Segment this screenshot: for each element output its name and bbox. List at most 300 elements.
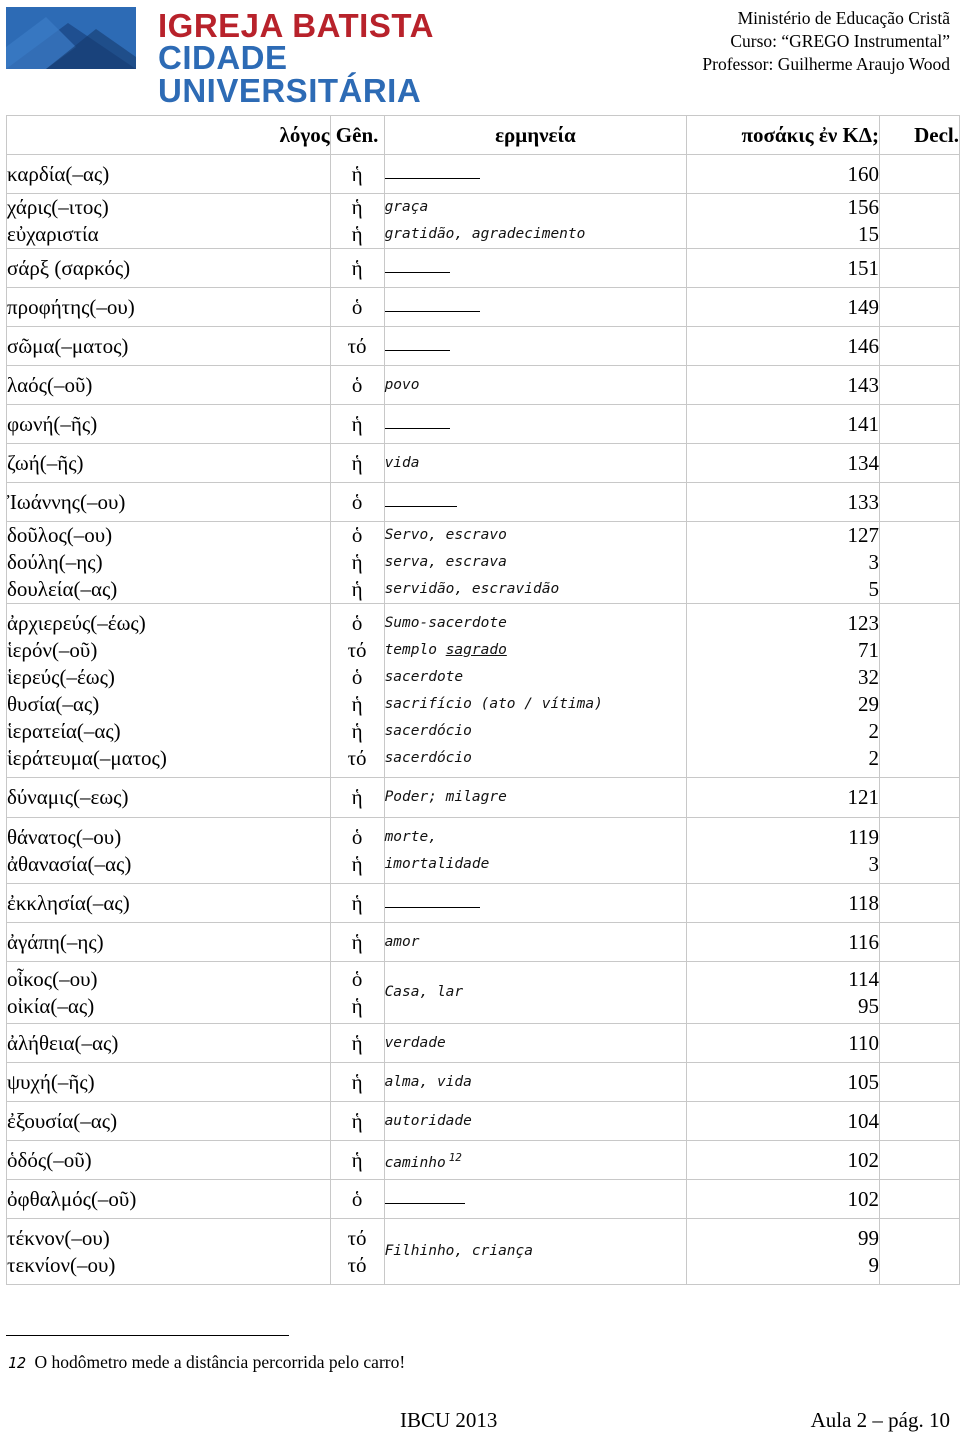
gender-article: ἡ	[351, 195, 363, 219]
meaning-blank	[385, 893, 687, 908]
gender-article: ἡ	[351, 929, 363, 954]
meaning: amor	[384, 933, 420, 950]
lemma: ἀθανασία(–ας)	[7, 851, 132, 876]
logo-line1: IGREJA BATISTA	[158, 7, 434, 44]
meaning: Servo, escravo	[384, 527, 507, 543]
gender-cell	[330, 1141, 384, 1180]
lemma-cell	[7, 522, 331, 604]
gender-article: ἡ	[351, 161, 363, 186]
meaning-text	[385, 745, 687, 772]
lemma-cell	[7, 1141, 331, 1180]
declension-cell	[880, 194, 960, 249]
count-cell	[687, 444, 880, 483]
meaning: imortalidade	[384, 855, 490, 872]
nt-count: 110	[848, 1030, 880, 1055]
nt-count: 15	[858, 222, 880, 246]
header-meaning: ερμηνεία	[384, 116, 687, 155]
meaning-cell	[384, 405, 687, 444]
gender-cell	[330, 962, 384, 1024]
table-row	[7, 778, 960, 818]
header-nt-count: ποσάκις ἐν ΚΔ;	[687, 116, 880, 155]
gender-cell	[330, 194, 384, 249]
lemma: ὀφθαλμός(–οῦ)	[7, 1186, 137, 1211]
count-cell	[687, 818, 880, 884]
gender-article: ὁ	[351, 372, 363, 397]
lemma-cell	[7, 288, 331, 327]
meaning-text	[385, 549, 687, 576]
lemma: ἱεράτευμα(–ματος)	[7, 745, 167, 770]
meaning: vida	[384, 454, 420, 471]
lemma-cell	[7, 604, 331, 778]
declension-cell	[880, 483, 960, 522]
meaning: gratidão, agradecimento	[384, 226, 586, 242]
gender-cell	[330, 249, 384, 288]
table-row	[7, 1024, 960, 1063]
nt-count: 119	[848, 824, 880, 849]
table-row	[7, 1102, 960, 1141]
declension-cell	[880, 249, 960, 288]
meaning-cell	[384, 1219, 687, 1285]
lemma: θυσία(–ας)	[7, 691, 100, 716]
table-row	[7, 155, 960, 194]
declension-cell	[880, 1063, 960, 1102]
gender-cell	[330, 483, 384, 522]
nt-count: 104	[847, 1108, 880, 1133]
meaning-text	[385, 194, 687, 221]
count-cell	[687, 778, 880, 818]
meaning: autoridade	[384, 1112, 472, 1129]
footer-left: IBCU 2013	[400, 1408, 498, 1432]
count-cell	[687, 1063, 880, 1102]
meaning-cell	[384, 962, 687, 1024]
table-row	[7, 288, 960, 327]
lemma: καρδία(–ας)	[7, 161, 110, 186]
gender-article: ὁ	[351, 294, 363, 319]
meaning: alma, vida	[384, 1073, 472, 1090]
meaning: verdade	[384, 1034, 446, 1051]
meaning: Sumo-sacerdote	[384, 614, 507, 631]
meaning-cell	[384, 444, 687, 483]
count-cell	[687, 483, 880, 522]
nt-count: 146	[847, 333, 880, 358]
gender-cell	[330, 155, 384, 194]
lemma: δύναμις(–εως)	[7, 785, 129, 809]
meaning-text	[385, 851, 687, 878]
meaning-cell	[384, 249, 687, 288]
nt-count: 133	[847, 489, 880, 514]
gender-cell	[330, 818, 384, 884]
meaning-blank	[385, 1189, 687, 1204]
nt-count: 149	[847, 294, 880, 319]
meaning-text	[385, 664, 687, 691]
gender-cell	[330, 366, 384, 405]
table-row	[7, 327, 960, 366]
meaning: sacrifício (ato / vítima)	[384, 695, 603, 712]
nt-count: 141	[847, 411, 880, 436]
lemma-cell	[7, 884, 331, 923]
meaning-blank	[385, 492, 687, 507]
lemma-cell	[7, 444, 331, 483]
count-cell	[687, 327, 880, 366]
count-cell	[687, 249, 880, 288]
lemma-cell	[7, 405, 331, 444]
table-row	[7, 1219, 960, 1285]
declension-cell	[880, 366, 960, 405]
count-cell	[687, 155, 880, 194]
footnote-divider	[6, 1335, 289, 1336]
meaning-cell	[384, 884, 687, 923]
declension-cell	[880, 405, 960, 444]
table-row	[7, 923, 960, 962]
gender-article: ὁ	[351, 966, 363, 991]
gender-cell	[330, 288, 384, 327]
nt-count: 29	[858, 691, 880, 716]
meaning-blank	[385, 164, 687, 179]
lemma: φωνή(–ῆς)	[7, 411, 98, 436]
nt-count: 105	[847, 1069, 880, 1094]
lemma-cell	[7, 1102, 331, 1141]
count-cell	[687, 405, 880, 444]
gender-article: ἡ	[351, 718, 363, 743]
nt-count: 134	[847, 450, 880, 475]
lemma: δουλεία(–ας)	[7, 577, 118, 601]
lemma: ἀγάπη(–ης)	[7, 929, 104, 954]
meaning-blank	[385, 297, 687, 312]
nt-count: 5	[868, 577, 880, 601]
lemma: τέκνον(–ου)	[7, 1225, 110, 1250]
church-logo	[6, 7, 546, 109]
declension-cell	[880, 288, 960, 327]
gender-article: ἡ	[351, 785, 363, 809]
gender-article: ἡ	[351, 851, 363, 876]
lemma: οἰκία(–ας)	[7, 993, 95, 1018]
table-row	[7, 604, 960, 778]
nt-count: 156	[847, 195, 880, 219]
declension-cell	[880, 1180, 960, 1219]
count-cell	[687, 1219, 880, 1285]
gender-cell	[330, 327, 384, 366]
header-gender: Gên.	[330, 116, 384, 155]
gender-article: ἡ	[351, 691, 363, 716]
count-cell	[687, 604, 880, 778]
nt-count: 121	[847, 785, 880, 809]
gender-article: ὁ	[351, 523, 363, 547]
table-row	[7, 1063, 960, 1102]
nt-count: 123	[847, 610, 880, 635]
table-row	[7, 818, 960, 884]
nt-count: 102	[847, 1147, 880, 1172]
table-header-row	[7, 116, 960, 155]
table-row	[7, 522, 960, 604]
meaning-text	[385, 1144, 687, 1177]
meaning-text	[385, 221, 687, 248]
meaning-cell	[384, 1180, 687, 1219]
meaning-underlined: sagrado	[445, 641, 507, 658]
meaning-text	[385, 824, 687, 851]
lemma: ἱερεύς(–έως)	[7, 664, 115, 689]
table-row	[7, 366, 960, 405]
meaning: graça	[384, 199, 429, 215]
gender-cell	[330, 778, 384, 818]
professor-label: Professor: Guilherme Araujo Wood	[702, 54, 950, 74]
declension-cell	[880, 1024, 960, 1063]
meaning: Poder; milagre	[384, 789, 507, 805]
table-row	[7, 194, 960, 249]
lemma: σάρξ (σαρκός)	[7, 255, 131, 280]
declension-cell	[880, 884, 960, 923]
meaning-text: Filhinho, criança	[384, 1243, 533, 1259]
nt-count: 114	[848, 966, 880, 991]
lemma-cell	[7, 1180, 331, 1219]
meaning: sacerdote	[384, 668, 464, 685]
declension-cell	[880, 327, 960, 366]
lemma-cell	[7, 1024, 331, 1063]
gender-article: ἡ	[351, 550, 363, 574]
meaning-text	[385, 610, 687, 637]
lemma-cell	[7, 194, 331, 249]
meaning-cell	[384, 923, 687, 962]
gender-article: ἡ	[351, 890, 363, 915]
meaning-cell	[384, 288, 687, 327]
logo-line2: CIDADE UNIVERSITÁRIA	[158, 39, 422, 109]
blank-line	[385, 164, 480, 179]
gender-article: ὁ	[351, 610, 363, 635]
gender-article: ὁ	[351, 1186, 363, 1211]
gender-article: τό	[347, 1252, 367, 1277]
lemma: ἀρχιερεύς(–έως)	[7, 610, 146, 635]
lemma-cell	[7, 327, 331, 366]
meaning-text	[385, 576, 687, 603]
meaning-cell	[384, 366, 687, 405]
gender-article: ἡ	[351, 1069, 363, 1094]
lemma-cell	[7, 778, 331, 818]
gender-cell	[330, 923, 384, 962]
meaning: morte,	[384, 828, 437, 845]
lemma-cell	[7, 962, 331, 1024]
gender-article: ἡ	[351, 450, 363, 475]
meaning-cell	[384, 1063, 687, 1102]
meaning-cell	[384, 818, 687, 884]
meaning-cell	[384, 1024, 687, 1063]
count-cell	[687, 884, 880, 923]
lemma: τεκνίον(–ου)	[7, 1252, 116, 1277]
meaning-cell	[384, 155, 687, 194]
lemma: ἐξουσία(–ας)	[7, 1108, 118, 1133]
count-cell	[687, 1141, 880, 1180]
gender-article: ἡ	[351, 1030, 363, 1055]
lemma-cell	[7, 1219, 331, 1285]
nt-count: 3	[868, 851, 880, 876]
nt-count: 127	[847, 523, 880, 547]
declension-cell	[880, 444, 960, 483]
meaning-cell	[384, 1102, 687, 1141]
ministry-label: Ministério de Educação Cristã	[737, 8, 950, 28]
blank-line	[385, 414, 450, 429]
meaning-text	[385, 1030, 687, 1057]
blank-line	[385, 336, 450, 351]
lemma-cell	[7, 923, 331, 962]
count-cell	[687, 1102, 880, 1141]
lemma: ἐκκλησία(–ας)	[7, 890, 130, 915]
lemma: ἱερατεία(–ας)	[7, 718, 121, 743]
lemma: ζωή(–ῆς)	[7, 450, 84, 475]
meaning: caminho	[384, 1154, 446, 1171]
gender-article: ἡ	[351, 1147, 363, 1172]
gender-article: ἡ	[351, 993, 363, 1018]
gender-cell	[330, 522, 384, 604]
table-row	[7, 405, 960, 444]
count-cell	[687, 962, 880, 1024]
nt-count: 2	[868, 745, 880, 770]
lemma: λαός(–οῦ)	[7, 372, 93, 397]
gender-article: ἡ	[351, 1108, 363, 1133]
meaning: templo	[384, 641, 437, 658]
count-cell	[687, 1180, 880, 1219]
gender-cell	[330, 1219, 384, 1285]
footnote-ref: 12	[448, 1150, 462, 1164]
meaning-text	[385, 691, 687, 718]
meaning-text	[385, 637, 687, 664]
blank-line	[385, 893, 480, 908]
gender-article: τό	[347, 333, 367, 358]
lemma: δοῦλος(–ου)	[7, 523, 113, 547]
gender-article: ἡ	[351, 577, 363, 601]
meaning-text	[385, 929, 687, 956]
blank-line	[385, 492, 457, 507]
gender-cell	[330, 1102, 384, 1141]
footnote-text: O hodômetro mede a distância percorrida pelo carro!	[34, 1352, 406, 1372]
gender-article: τό	[347, 1225, 367, 1250]
nt-count: 3	[868, 550, 880, 574]
lemma: ἱερόν(–οῦ)	[7, 637, 98, 662]
count-cell	[687, 194, 880, 249]
meaning-text	[385, 372, 687, 399]
footer-page-number: Aula 2 – pág. 10	[810, 1408, 950, 1432]
count-cell	[687, 288, 880, 327]
course-label: Curso: “GREGO Instrumental”	[730, 31, 950, 51]
header-lemma: λόγος	[7, 116, 331, 155]
meaning-blank	[385, 258, 687, 273]
table-row	[7, 249, 960, 288]
church-emblem-icon	[6, 7, 136, 69]
table-row	[7, 962, 960, 1024]
lemma-cell	[7, 818, 331, 884]
lemma-cell	[7, 1063, 331, 1102]
footnote-number: 12	[8, 1354, 27, 1372]
table-row	[7, 1141, 960, 1180]
gender-cell	[330, 1063, 384, 1102]
declension-cell	[880, 522, 960, 604]
meaning-text	[385, 784, 687, 811]
meaning: povo	[384, 376, 420, 393]
count-cell	[687, 923, 880, 962]
lemma: ἀλήθεια(–ας)	[7, 1030, 119, 1055]
declension-cell	[880, 962, 960, 1024]
declension-cell	[880, 1102, 960, 1141]
declension-cell	[880, 818, 960, 884]
blank-line	[385, 1189, 465, 1204]
meaning-cell	[384, 604, 687, 778]
meaning-text	[385, 1108, 687, 1135]
meaning-cell	[384, 483, 687, 522]
nt-count: 71	[858, 637, 880, 662]
gender-article: ὁ	[351, 489, 363, 514]
gender-article: ὁ	[351, 664, 363, 689]
count-cell	[687, 366, 880, 405]
gender-cell	[330, 1180, 384, 1219]
declension-cell	[880, 155, 960, 194]
blank-line	[385, 297, 480, 312]
meaning-text	[385, 1069, 687, 1096]
count-cell	[687, 1024, 880, 1063]
nt-count: 160	[847, 161, 880, 186]
meaning-cell	[384, 194, 687, 249]
nt-count: 102	[847, 1186, 880, 1211]
gender-cell	[330, 604, 384, 778]
meaning-text: Casa, lar	[384, 984, 464, 1000]
gender-article: ἡ	[351, 411, 363, 436]
meaning-cell	[384, 778, 687, 818]
declension-cell	[880, 604, 960, 778]
table-row	[7, 1180, 960, 1219]
lemma-cell	[7, 155, 331, 194]
gender-cell	[330, 444, 384, 483]
count-cell	[687, 522, 880, 604]
gender-article: ὁ	[351, 824, 363, 849]
gender-article: τό	[347, 745, 367, 770]
lemma-cell	[7, 483, 331, 522]
nt-count: 143	[847, 372, 880, 397]
nt-count: 9	[868, 1252, 880, 1277]
nt-count: 99	[858, 1225, 880, 1250]
meaning-text	[385, 522, 687, 549]
table-row	[7, 884, 960, 923]
lemma-cell	[7, 249, 331, 288]
course-header	[702, 7, 950, 76]
vocabulary-table	[6, 115, 960, 1285]
lemma: δούλη(–ης)	[7, 550, 103, 574]
gender-cell	[330, 1024, 384, 1063]
nt-count: 2	[868, 718, 880, 743]
declension-cell	[880, 1141, 960, 1180]
meaning-cell	[384, 522, 687, 604]
nt-count: 95	[858, 993, 880, 1018]
lemma: Ἰωάννης(–ου)	[7, 489, 126, 514]
meaning-blank	[385, 414, 687, 429]
declension-cell	[880, 778, 960, 818]
nt-count: 151	[847, 255, 880, 280]
gender-article: τό	[347, 637, 367, 662]
lemma: ψυχή(–ῆς)	[7, 1069, 95, 1094]
lemma: οἶκος(–ου)	[7, 966, 98, 991]
gender-article: ἡ	[351, 222, 363, 246]
meaning: servidão, escravidão	[384, 581, 560, 597]
meaning-blank	[385, 336, 687, 351]
footnote	[8, 1352, 405, 1373]
nt-count: 32	[858, 664, 880, 689]
meaning-text	[385, 450, 687, 477]
declension-cell	[880, 1219, 960, 1285]
nt-count: 116	[848, 929, 880, 954]
meaning-cell	[384, 1141, 687, 1180]
meaning-cell	[384, 327, 687, 366]
nt-count: 118	[848, 890, 880, 915]
meaning: serva, escrava	[384, 554, 507, 570]
lemma: προφήτης(–ου)	[7, 294, 135, 319]
declension-cell	[880, 923, 960, 962]
lemma: χάρις(–ιτος)	[7, 195, 109, 219]
blank-line	[385, 258, 450, 273]
